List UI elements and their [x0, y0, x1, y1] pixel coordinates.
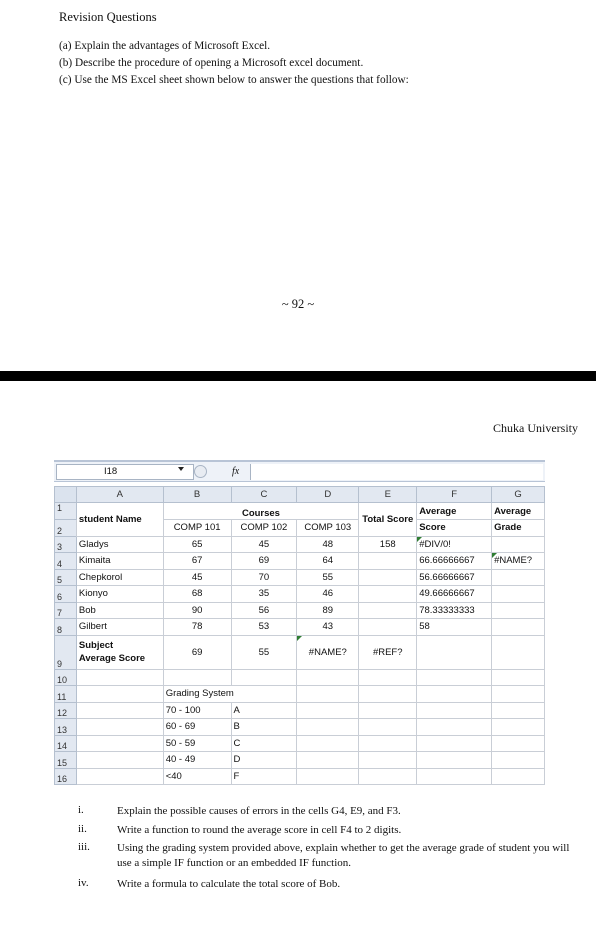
cell-average-score[interactable]: 78.33333333 [417, 602, 492, 619]
cell-comp101-average[interactable]: 69 [163, 635, 231, 669]
row-header-1[interactable]: 1 [55, 503, 77, 520]
spreadsheet-grid [54, 486, 545, 785]
cell-empty[interactable] [76, 686, 163, 703]
cell-comp103[interactable]: 64 [297, 553, 359, 570]
average-score-label: Average Score [78, 653, 146, 664]
cell-average-grade-header-1[interactable]: Average [492, 503, 545, 520]
cell-total-score[interactable] [359, 553, 417, 570]
row-header-14[interactable]: 14 [55, 735, 77, 752]
sub-question-number: iii. [78, 841, 90, 853]
cell-average-score-header-1[interactable]: Average [417, 503, 492, 520]
cell-total-score[interactable] [359, 586, 417, 603]
row-header-12[interactable]: 12 [55, 702, 77, 719]
cell-average-score[interactable]: 66.66666667 [417, 553, 492, 570]
column-header-f[interactable]: F [417, 487, 492, 503]
cell-comp103[interactable]: 46 [297, 586, 359, 603]
cell-empty[interactable] [297, 768, 359, 785]
cell-empty[interactable] [417, 702, 492, 719]
question-a: (a) Explain the advantages of Microsoft Excel. [59, 40, 271, 52]
cell-average-grade[interactable] [492, 619, 545, 636]
cell-empty[interactable] [359, 669, 417, 686]
cell-empty[interactable] [76, 719, 163, 736]
column-header-c[interactable]: C [231, 487, 297, 503]
excel-screenshot [54, 460, 545, 787]
cell-empty[interactable] [359, 686, 417, 703]
cell-value: #DIV/0! [419, 538, 451, 550]
cell-empty[interactable] [417, 635, 492, 669]
cell-empty[interactable] [492, 635, 545, 669]
row-header-10[interactable]: 10 [55, 669, 77, 686]
cell-total-score[interactable] [359, 619, 417, 636]
select-all-corner[interactable] [55, 487, 77, 503]
cell-student-name[interactable]: Kimaita [76, 553, 163, 570]
cell-comp101[interactable]: 68 [163, 586, 231, 603]
cell-grade-letter[interactable]: D [231, 752, 297, 769]
cell-grading-title[interactable]: Grading System [163, 686, 297, 703]
cell-empty[interactable] [417, 719, 492, 736]
cell-empty[interactable] [231, 669, 297, 686]
cell-value: #NAME? [308, 646, 347, 658]
cell-student-name[interactable]: Kionyo [76, 586, 163, 603]
cell-comp101[interactable]: 90 [163, 602, 231, 619]
cell-student-name[interactable]: Chepkorol [76, 569, 163, 586]
sub-question-number: i. [78, 804, 84, 816]
sub-question-number: ii. [78, 822, 87, 835]
sub-question-text: Write a function to round the average score in cell F4 to 2 digits. [117, 823, 402, 836]
cell-empty[interactable] [76, 702, 163, 719]
cell-empty[interactable] [297, 702, 359, 719]
column-header-e[interactable]: E [359, 487, 417, 503]
cell-empty[interactable] [76, 669, 163, 686]
row-header-4[interactable]: 4 [55, 553, 77, 570]
cell-empty[interactable] [76, 752, 163, 769]
question-b: (b) Describe the procedure of opening a Microsoft excel document. [59, 57, 364, 69]
error-indicator-icon [417, 537, 422, 542]
cell-grade-letter[interactable]: B [231, 719, 297, 736]
university-header: Chuka University [493, 421, 578, 435]
cell-average-grade-header-2[interactable]: Grade [492, 520, 545, 537]
row-header-11[interactable]: 11 [55, 686, 77, 703]
cell-subject-average-label[interactable] [76, 635, 163, 669]
cell-student-name[interactable]: Bob [76, 602, 163, 619]
section-heading: Revision Questions [59, 10, 157, 24]
row-header-7[interactable]: 7 [55, 602, 77, 619]
cell-empty[interactable] [297, 752, 359, 769]
column-header-b[interactable]: B [163, 487, 231, 503]
cell-comp103[interactable]: 89 [297, 602, 359, 619]
cell-empty[interactable] [297, 686, 359, 703]
cell-empty[interactable] [163, 669, 231, 686]
cell-total-average[interactable]: #REF? [359, 635, 417, 669]
function-icon[interactable]: fx [232, 466, 240, 477]
column-header-g[interactable]: G [492, 487, 545, 503]
cell-empty[interactable] [492, 752, 545, 769]
cancel-icon[interactable] [194, 465, 207, 478]
cell-average-score-header-2[interactable]: Score [417, 520, 492, 537]
cell-empty[interactable] [297, 735, 359, 752]
cell-comp101[interactable]: 45 [163, 569, 231, 586]
cell-comp102[interactable]: 35 [231, 586, 297, 603]
cell-comp102[interactable]: 45 [231, 536, 297, 553]
sub-question-text: Write a formula to calculate the total score of Bob. [117, 878, 341, 890]
cell-comp102[interactable]: 69 [231, 553, 297, 570]
cell-comp103-header[interactable]: COMP 103 [297, 520, 359, 537]
row-header-13[interactable]: 13 [55, 719, 77, 736]
cell-comp102-average[interactable]: 55 [231, 635, 297, 669]
cell-comp102[interactable]: 53 [231, 619, 297, 636]
cell-comp103-average[interactable] [297, 635, 359, 669]
row-header-3[interactable]: 3 [55, 536, 77, 553]
cell-grade-range[interactable]: 70 - 100 [163, 702, 231, 719]
cell-grade-letter[interactable]: F [231, 768, 297, 785]
sub-question-iv [78, 877, 583, 892]
column-header-a[interactable]: A [76, 487, 163, 503]
cell-empty[interactable] [417, 686, 492, 703]
row-header-15[interactable]: 15 [55, 752, 77, 769]
cell-empty[interactable] [492, 702, 545, 719]
sub-question-ii [78, 823, 583, 838]
row-header-6[interactable]: 6 [55, 586, 77, 603]
row-header-2[interactable]: 2 [55, 520, 77, 537]
name-box[interactable]: I18 [56, 464, 194, 480]
column-header-d[interactable]: D [297, 487, 359, 503]
cell-comp101-header[interactable]: COMP 101 [163, 520, 231, 537]
cell-empty[interactable] [417, 735, 492, 752]
cell-grade-range[interactable]: <40 [163, 768, 231, 785]
cell-empty[interactable] [359, 702, 417, 719]
page-divider [0, 371, 596, 381]
cell-average-grade[interactable] [492, 602, 545, 619]
cell-comp101[interactable]: 78 [163, 619, 231, 636]
cell-average-score[interactable] [417, 536, 492, 553]
cell-empty[interactable] [492, 686, 545, 703]
cell-total-score-header[interactable]: Total Score [359, 503, 417, 537]
cell-empty[interactable] [297, 669, 359, 686]
sub-question-text: Using the grading system provided above, explain whether to get the average grade of student you will use a simple IF function or an embedded IF function. [117, 842, 570, 869]
cell-grade-letter[interactable]: C [231, 735, 297, 752]
sub-question-iii [78, 841, 583, 871]
cell-average-grade[interactable] [492, 586, 545, 603]
cell-empty[interactable] [492, 669, 545, 686]
cell-student-name[interactable]: Gladys [76, 536, 163, 553]
cell-value: #NAME? [494, 555, 533, 567]
cell-comp102[interactable]: 56 [231, 602, 297, 619]
error-indicator-icon [492, 553, 497, 558]
row-header-16[interactable]: 16 [55, 768, 77, 785]
cell-student-name-header[interactable]: student Name [76, 503, 163, 537]
cell-empty[interactable] [76, 735, 163, 752]
cell-empty[interactable] [417, 768, 492, 785]
row-header-5[interactable]: 5 [55, 569, 77, 586]
cell-average-grade[interactable] [492, 569, 545, 586]
cell-average-grade[interactable] [492, 536, 545, 553]
cell-average-grade[interactable] [492, 553, 545, 570]
cell-total-score[interactable] [359, 602, 417, 619]
cell-empty[interactable] [297, 719, 359, 736]
cell-empty[interactable] [359, 735, 417, 752]
cell-total-score[interactable] [359, 569, 417, 586]
sub-question-number: iv. [78, 877, 89, 889]
row-header-9[interactable]: 9 [55, 635, 77, 669]
cell-grade-range[interactable]: 60 - 69 [163, 719, 231, 736]
cell-empty[interactable] [76, 768, 163, 785]
cell-empty[interactable] [417, 669, 492, 686]
cell-empty[interactable] [492, 719, 545, 736]
cell-empty[interactable] [492, 768, 545, 785]
sub-question-text: Explain the possible causes of errors in the cells G4, E9, and F3. [117, 805, 401, 817]
error-indicator-icon [297, 636, 302, 641]
question-c: (c) Use the MS Excel sheet shown below to answer the questions that follow: [59, 74, 409, 86]
sub-questions-list [78, 804, 583, 896]
cell-comp102-header[interactable]: COMP 102 [231, 520, 297, 537]
cell-empty[interactable] [359, 719, 417, 736]
formula-bar [54, 460, 545, 482]
page-number: ~ 92 ~ [281, 297, 315, 311]
cell-empty[interactable] [492, 735, 545, 752]
cell-grade-letter[interactable]: A [231, 702, 297, 719]
cell-comp103[interactable]: 55 [297, 569, 359, 586]
cell-total-score[interactable]: 158 [359, 536, 417, 553]
subject-label: Subject [78, 640, 114, 651]
cell-comp101[interactable]: 67 [163, 553, 231, 570]
cell-average-score[interactable]: 58 [417, 619, 492, 636]
cell-average-score[interactable]: 56.66666667 [417, 569, 492, 586]
cell-comp101[interactable]: 65 [163, 536, 231, 553]
cell-comp103[interactable]: 48 [297, 536, 359, 553]
formula-input[interactable] [250, 464, 543, 480]
cell-student-name[interactable]: Gilbert [76, 619, 163, 636]
sub-question-i [78, 804, 583, 819]
chevron-down-icon[interactable] [178, 467, 184, 471]
cell-comp103[interactable]: 43 [297, 619, 359, 636]
cell-average-score[interactable]: 49.66666667 [417, 586, 492, 603]
cell-comp102[interactable]: 70 [231, 569, 297, 586]
cell-empty[interactable] [417, 752, 492, 769]
cell-grade-range[interactable]: 40 - 49 [163, 752, 231, 769]
cell-grade-range[interactable]: 50 - 59 [163, 735, 231, 752]
cell-empty[interactable] [359, 768, 417, 785]
row-header-8[interactable]: 8 [55, 619, 77, 636]
cell-courses-header[interactable]: Courses [163, 503, 359, 520]
cell-empty[interactable] [359, 752, 417, 769]
